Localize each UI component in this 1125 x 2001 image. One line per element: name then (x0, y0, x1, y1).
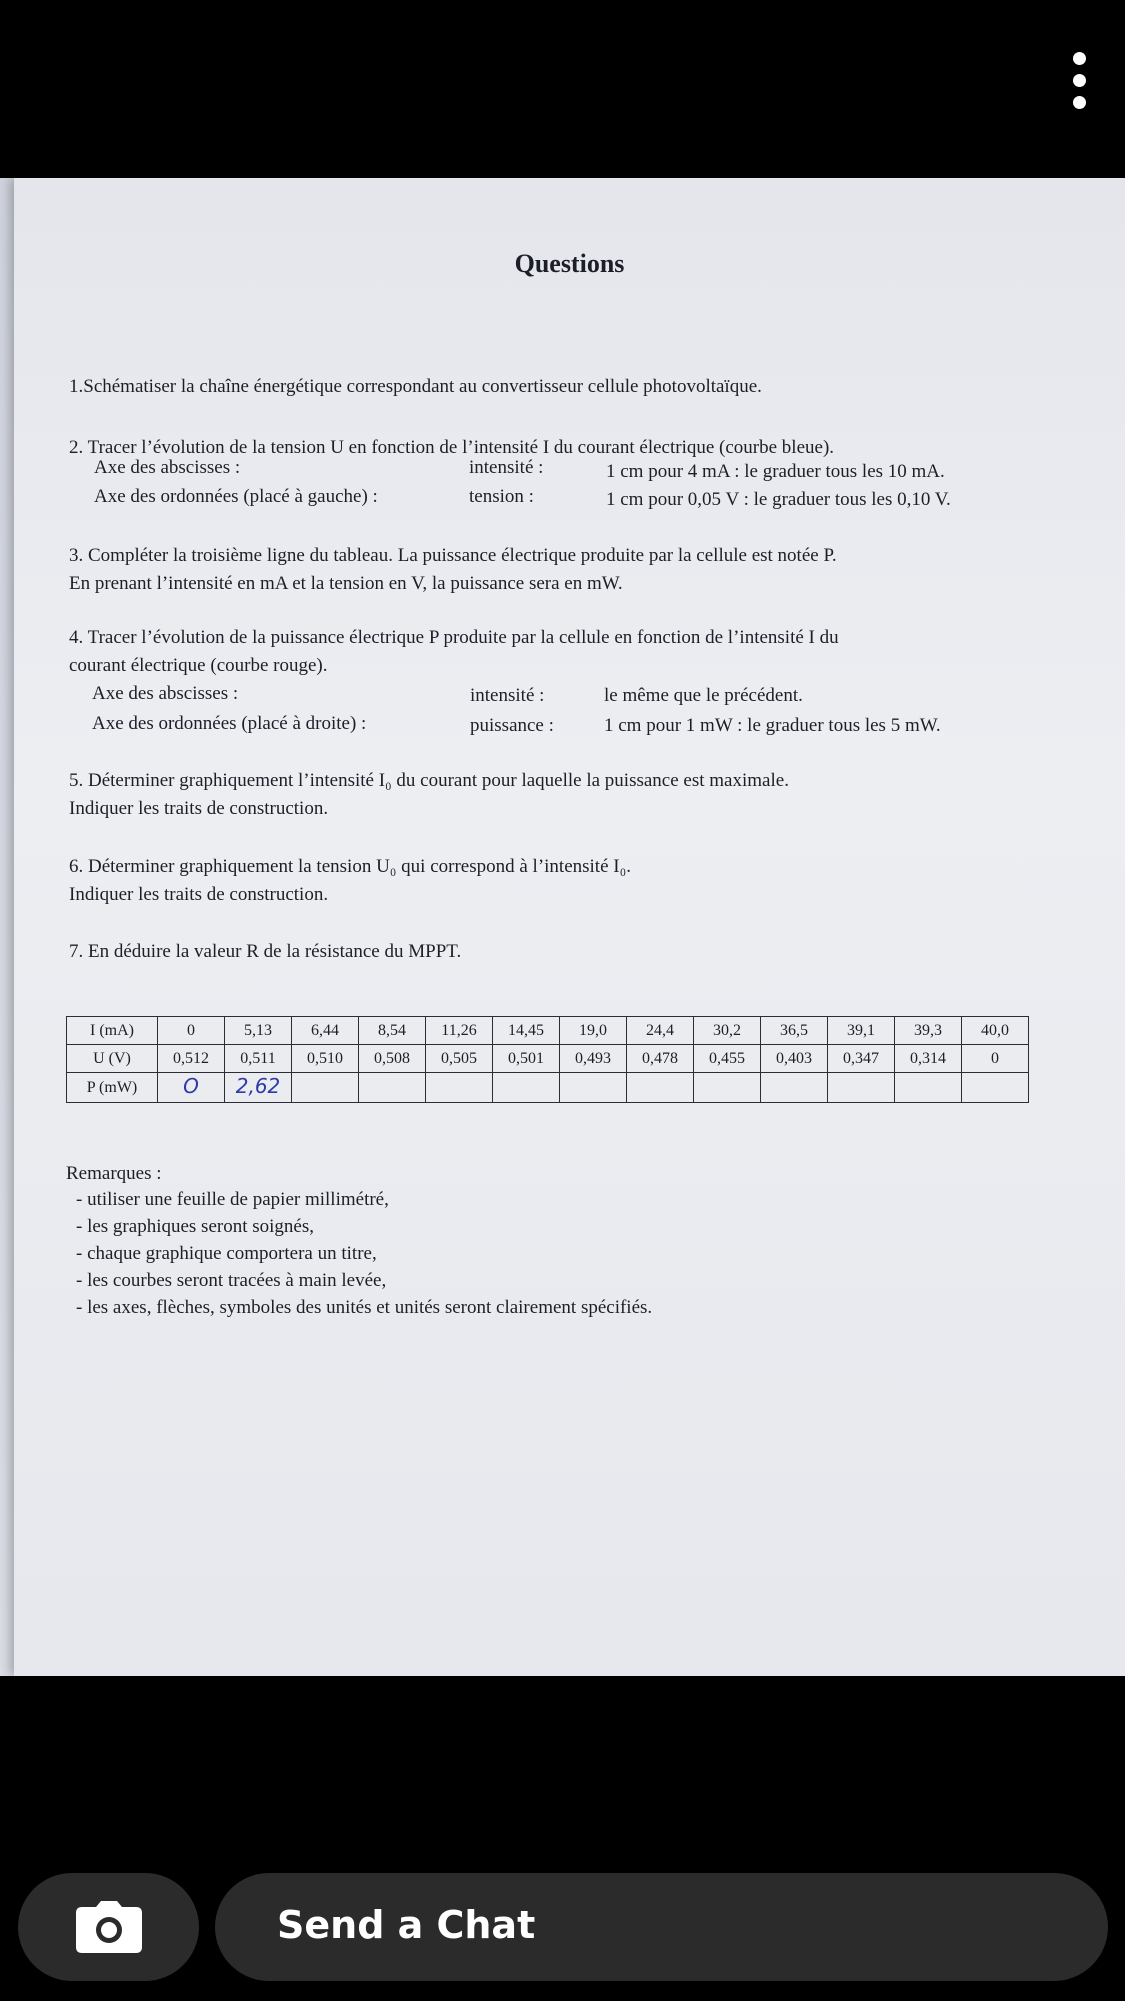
more-options-icon[interactable] (1073, 52, 1087, 112)
question-4-line2: courant électrique (courbe rouge). (69, 655, 328, 676)
cell-p-1 (225, 1073, 292, 1103)
question-7: 7. En déduire la valeur R de la résistance du MPPT. (69, 941, 462, 962)
row-label-p: P (mW) (67, 1073, 158, 1103)
cell-u-7: 0,478 (627, 1045, 694, 1073)
send-chat-input[interactable] (215, 1873, 1108, 1981)
cell-p-12 (962, 1073, 1029, 1103)
cell-i-7: 24,4 (627, 1017, 694, 1045)
q2-x-val: 1 cm pour 4 mA : le graduer tous les 10 mA. (606, 461, 945, 482)
cell-i-4: 11,26 (426, 1017, 493, 1045)
cell-p-2 (292, 1073, 359, 1103)
question-3-line1: 3. Compléter la troisième ligne du tableau. La puissance électrique produite par la cellule est notée P. (69, 545, 837, 566)
q2-y-label: Axe des ordonnées (placé à gauche) : (94, 486, 378, 507)
cell-i-10: 39,1 (828, 1017, 895, 1045)
cell-u-2: 0,510 (292, 1045, 359, 1073)
camera-icon (74, 1899, 144, 1955)
row-label-u: U (V) (67, 1045, 158, 1073)
cell-u-6: 0,493 (560, 1045, 627, 1073)
q4-x-key: intensité : (470, 685, 545, 706)
handwritten-value: 2,62 (235, 1074, 281, 1098)
question-5-line1: 5. Déterminer graphiquement l’intensité I₀ du courant pour laquelle la puissance est maximale. (69, 770, 789, 791)
cell-i-2: 6,44 (292, 1017, 359, 1045)
q2-y-key: tension : (469, 486, 534, 507)
question-2-line1: 2. Tracer l’évolution de la tension U en fonction de l’intensité I du courant électrique (courbe bleue). (69, 437, 835, 458)
cell-p-11 (895, 1073, 962, 1103)
table-row-voltage (67, 1045, 1029, 1073)
cell-p-0 (158, 1073, 225, 1103)
paper-sheet (14, 178, 1125, 1676)
cell-u-8: 0,455 (694, 1045, 761, 1073)
table-row-intensity (67, 1017, 1029, 1045)
cell-i-9: 36,5 (761, 1017, 828, 1045)
doc-title: Questions (514, 249, 625, 278)
q2-x-key: intensité : (469, 457, 544, 478)
remarks-title: Remarques : (66, 1163, 162, 1184)
q4-y-key: puissance : (470, 715, 554, 736)
data-table (66, 1016, 1029, 1103)
cell-u-5: 0,501 (493, 1045, 560, 1073)
cell-u-12: 0 (962, 1045, 1029, 1073)
question-6-line2: Indiquer les traits de construction. (69, 884, 329, 905)
camera-button[interactable] (18, 1873, 199, 1981)
cell-u-0: 0,512 (158, 1045, 225, 1073)
q4-y-val: 1 cm pour 1 mW : le graduer tous les 5 mW. (604, 715, 941, 736)
question-6-line1: 6. Déterminer graphiquement la tension U₀ qui correspond à l’intensité I₀. (69, 856, 631, 877)
cell-p-10 (828, 1073, 895, 1103)
handwritten-value: O (183, 1074, 199, 1098)
q4-x-val: le même que le précédent. (604, 685, 803, 706)
cell-p-3 (359, 1073, 426, 1103)
question-4-line1: 4. Tracer l’évolution de la puissance électrique P produite par la cellule en fonction de l’intensité I du (69, 627, 839, 648)
row-label-i: I (mA) (67, 1017, 158, 1045)
cell-i-0: 0 (158, 1017, 225, 1045)
question-3-line2: En prenant l’intensité en mA et la tension en V, la puissance sera en mW. (69, 573, 623, 594)
remark-item: - les courbes seront tracées à main levée, (76, 1270, 387, 1291)
cell-u-9: 0,403 (761, 1045, 828, 1073)
cell-p-5 (493, 1073, 560, 1103)
cell-p-8 (694, 1073, 761, 1103)
cell-p-9 (761, 1073, 828, 1103)
remark-item: - les graphiques seront soignés, (76, 1216, 314, 1237)
send-chat-label: Send a Chat (277, 1903, 536, 1947)
table-row-power (67, 1073, 1029, 1103)
cell-i-12: 40,0 (962, 1017, 1029, 1045)
document-photo (0, 178, 1125, 1676)
q4-y-label: Axe des ordonnées (placé à droite) : (92, 713, 367, 734)
cell-u-10: 0,347 (828, 1045, 895, 1073)
q2-y-val: 1 cm pour 0,05 V : le graduer tous les 0,10 V. (606, 489, 951, 510)
remark-item: - utiliser une feuille de papier millimétré, (76, 1189, 389, 1210)
q4-x-label: Axe des abscisses : (92, 683, 239, 704)
question-5-line2: Indiquer les traits de construction. (69, 798, 329, 819)
remark-item: - les axes, flèches, symboles des unités et unités seront clairement spécifiés. (76, 1297, 653, 1318)
cell-i-5: 14,45 (493, 1017, 560, 1045)
cell-i-3: 8,54 (359, 1017, 426, 1045)
cell-u-4: 0,505 (426, 1045, 493, 1073)
cell-i-8: 30,2 (694, 1017, 761, 1045)
cell-p-4 (426, 1073, 493, 1103)
cell-u-11: 0,314 (895, 1045, 962, 1073)
cell-p-7 (627, 1073, 694, 1103)
cell-i-1: 5,13 (225, 1017, 292, 1045)
remark-item: - chaque graphique comportera un titre, (76, 1243, 377, 1264)
cell-p-6 (560, 1073, 627, 1103)
cell-i-11: 39,3 (895, 1017, 962, 1045)
bottom-bar (0, 1676, 1125, 2001)
q2-x-label: Axe des abscisses : (94, 457, 241, 478)
cell-u-1: 0,511 (225, 1045, 292, 1073)
question-1: 1.Schématiser la chaîne énergétique correspondant au convertisseur cellule photovoltaïque. (69, 376, 762, 397)
cell-u-3: 0,508 (359, 1045, 426, 1073)
cell-i-6: 19,0 (560, 1017, 627, 1045)
